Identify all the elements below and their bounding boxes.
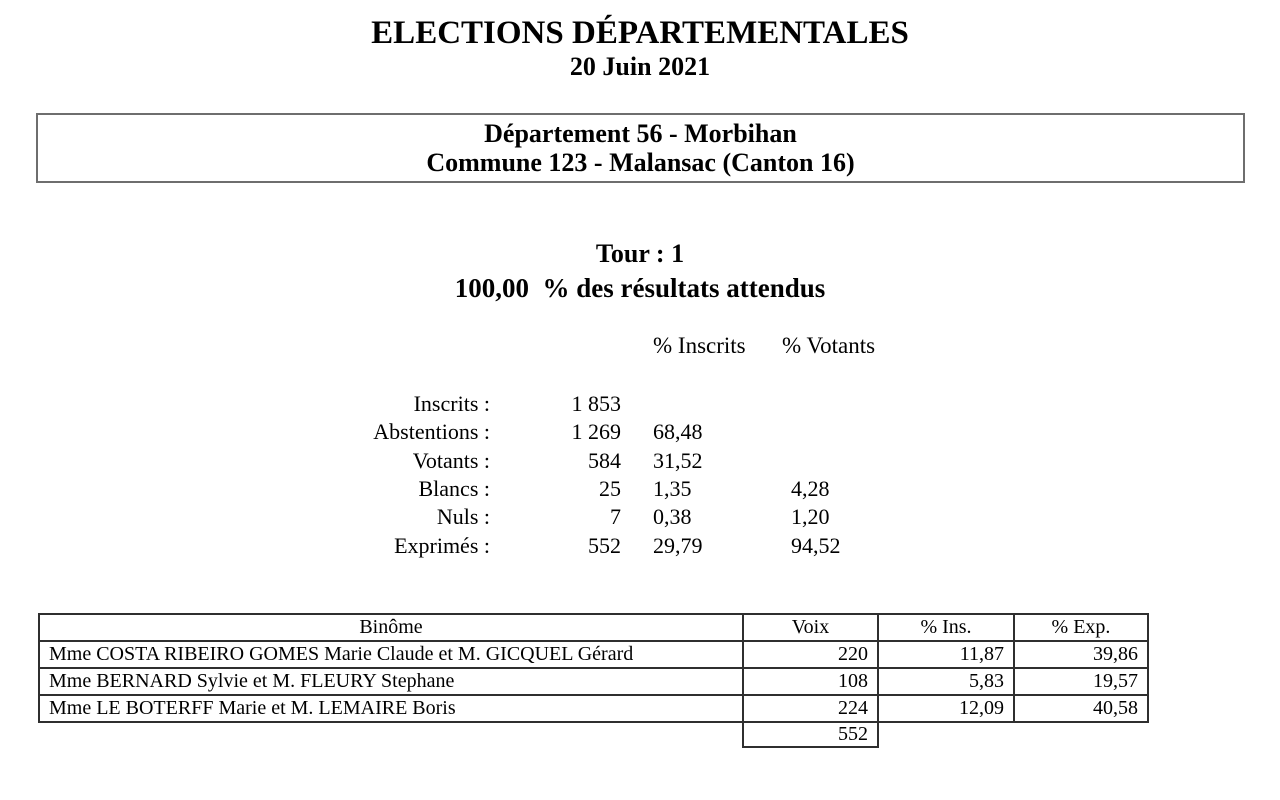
turnout-pct-votants: 94,52 <box>791 532 841 558</box>
pct-ins-cell: 11,87 <box>878 641 1014 668</box>
turnout-col-header-pct-inscrits: % Inscrits <box>653 333 746 358</box>
table-row <box>39 641 1148 668</box>
turnout-value: 1 269 <box>571 419 621 445</box>
turnout-column-headers <box>0 332 1280 360</box>
turnout-label: Inscrits : <box>413 391 490 416</box>
turnout-section <box>0 390 1280 560</box>
turnout-col-header-pct-votants: % Votants <box>782 333 876 358</box>
turnout-row-blancs <box>0 475 1280 503</box>
turnout-pct-inscrits: 29,79 <box>653 532 703 558</box>
pct-ins-cell: 5,83 <box>878 668 1014 695</box>
voix-cell: 220 <box>743 641 878 668</box>
results-table <box>38 613 1149 748</box>
turnout-row-inscrits <box>0 390 1280 418</box>
results-progress-label: 100,00 % des résultats attendus <box>454 273 826 303</box>
turnout-label: Abstentions : <box>373 419 490 445</box>
turnout-pct-inscrits: 68,48 <box>653 419 703 445</box>
round-label: Tour : 1 <box>595 239 685 268</box>
voix-cell: 108 <box>743 668 878 695</box>
pct-exp-cell: 19,57 <box>1014 668 1148 695</box>
page-title: ELECTIONS DÉPARTEMENTALES <box>371 15 909 51</box>
col-header-pct-ins: % Ins. <box>878 614 1014 641</box>
results-header-row <box>39 614 1148 641</box>
turnout-value: 1 853 <box>571 391 621 416</box>
location-box <box>36 113 1245 183</box>
location-line-commune: Commune 123 - Malansac (Canton 16) <box>426 148 855 177</box>
col-header-voix: Voix <box>743 614 878 641</box>
total-row-empty-cell <box>39 722 743 747</box>
table-row <box>39 668 1148 695</box>
turnout-label: Exprimés : <box>394 532 490 558</box>
total-voix-cell: 552 <box>743 722 878 747</box>
pct-exp-cell: 40,58 <box>1014 695 1148 722</box>
binome-cell: Mme BERNARD Sylvie et M. FLEURY Stephane <box>39 668 743 695</box>
turnout-pct-inscrits: 31,52 <box>653 447 703 473</box>
turnout-pct-votants: 1,20 <box>791 504 830 530</box>
turnout-value: 7 <box>610 504 621 530</box>
turnout-value: 584 <box>588 447 621 473</box>
binome-cell: Mme LE BOTERFF Marie et M. LEMAIRE Boris <box>39 695 743 722</box>
turnout-pct-inscrits: 1,35 <box>653 475 692 501</box>
pct-exp-cell: 39,86 <box>1014 641 1148 668</box>
total-row <box>39 722 1148 747</box>
location-line-department: Département 56 - Morbihan <box>484 119 797 148</box>
turnout-pct-votants: 4,28 <box>791 475 830 501</box>
turnout-row-nuls <box>0 503 1280 531</box>
turnout-row-votants <box>0 447 1280 475</box>
turnout-pct-inscrits: 0,38 <box>653 504 692 530</box>
turnout-label: Blancs : <box>418 475 490 501</box>
col-header-binome: Binôme <box>39 614 743 641</box>
pct-ins-cell: 12,09 <box>878 695 1014 722</box>
page-date: 20 Juin 2021 <box>569 52 711 81</box>
total-row-empty-cell <box>1014 722 1148 747</box>
col-header-pct-exp: % Exp. <box>1014 614 1148 641</box>
turnout-row-exprimes <box>0 532 1280 560</box>
turnout-label: Votants : <box>412 447 490 473</box>
table-row <box>39 695 1148 722</box>
total-row-empty-cell <box>878 722 1014 747</box>
turnout-value: 25 <box>599 475 621 501</box>
binome-cell: Mme COSTA RIBEIRO GOMES Marie Claude et M. GICQUEL Gérard <box>39 641 743 668</box>
turnout-label: Nuls : <box>436 504 490 530</box>
turnout-value: 552 <box>588 532 621 558</box>
voix-cell: 224 <box>743 695 878 722</box>
turnout-row-abstentions <box>0 418 1280 446</box>
